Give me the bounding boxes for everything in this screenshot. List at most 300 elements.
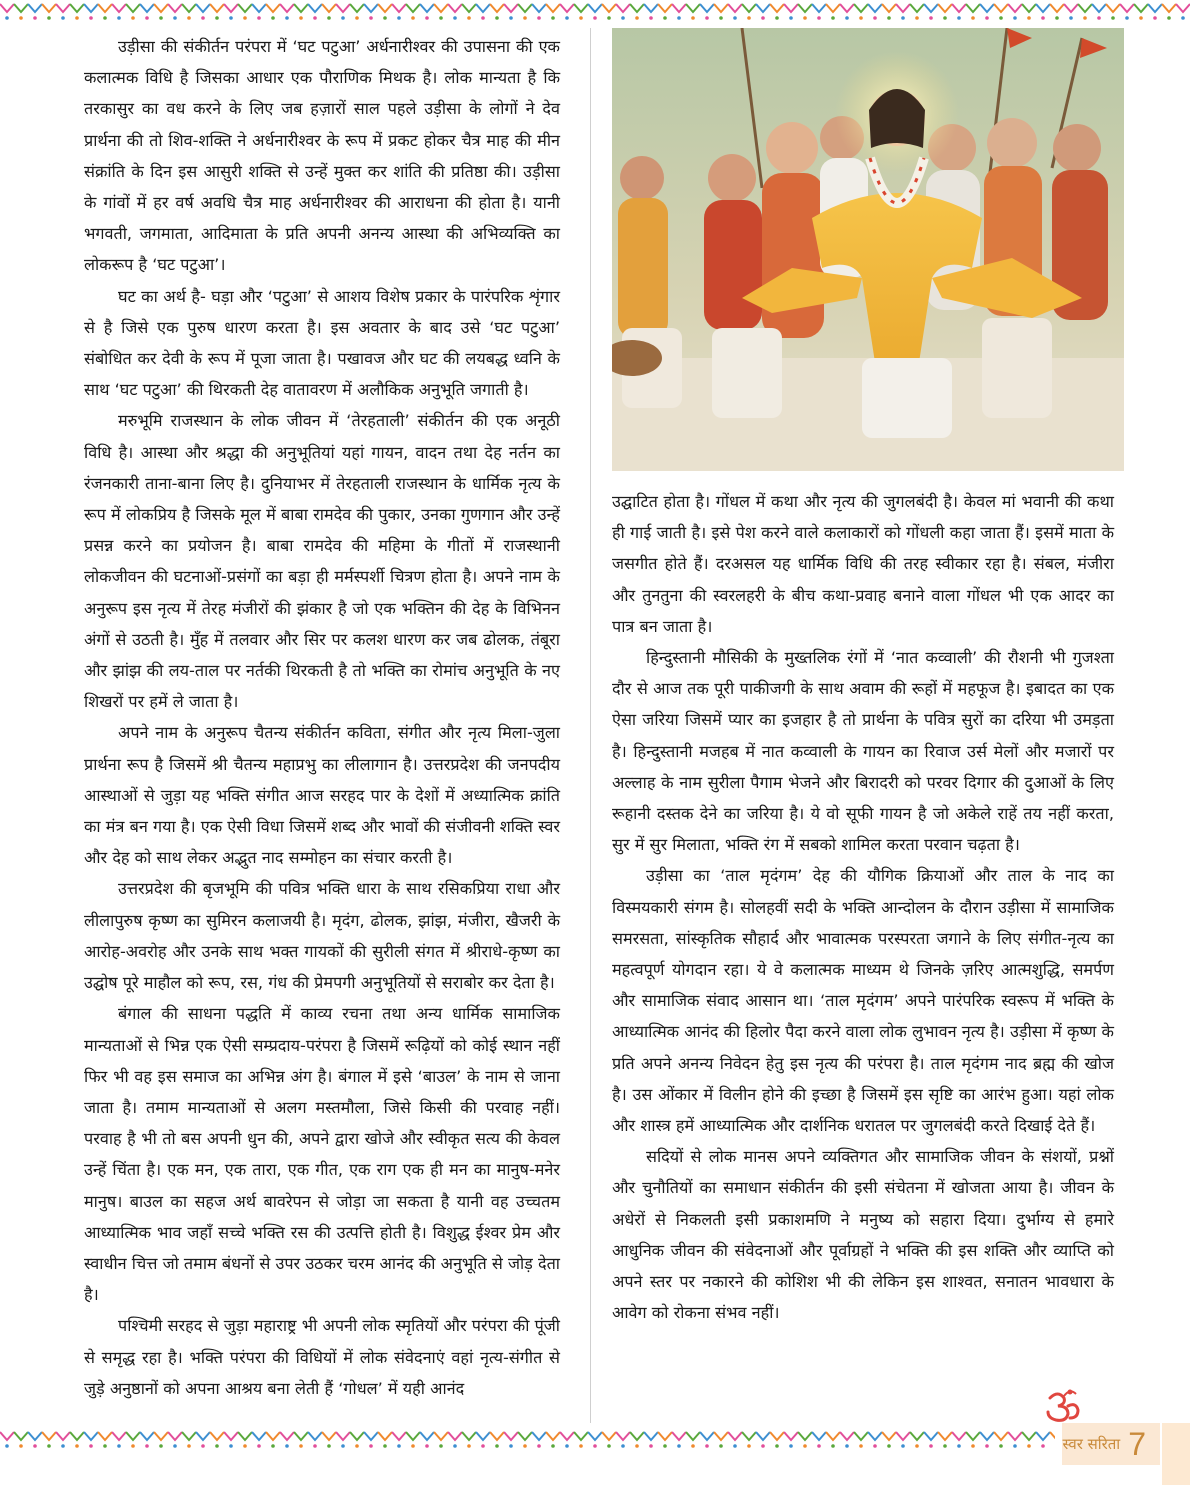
border-zigzag: [644, 1432, 658, 1440]
border-dot: [495, 16, 499, 20]
border-zigzag: [756, 1432, 770, 1440]
border-dot: [411, 1444, 415, 1448]
border-dot: [985, 1444, 989, 1448]
border-dot: [187, 16, 191, 20]
border-zigzag: [238, 1432, 252, 1440]
border-dot: [1111, 16, 1115, 20]
paragraph-chaitanya-sankirtan: अपने नाम के अनुरूप चैतन्य संकीर्तन कविता, संगीत और नृत्य मिला-जुला प्रार्थना रूप है जिसमें श्री चैतन्य महाप्रभु का लीलागान है। उत्तरप्रदेश की जनपदीय आस्थाओं से जुड़ा यह भक्ति संगीत आज सरहद पार के देशों में अध्यात्मिक क्रांति का मंत्र बन गया है। एक ऐसी विधा जिसमें शब्द और भावों की संजीवनी शक्ति स्वर और देह को साथ लेकर अद्भुत नाद सम्मोहन का संचार करती है।: [84, 723, 560, 868]
border-dot: [747, 1444, 751, 1448]
border-dot: [901, 16, 905, 20]
border-zigzag: [210, 4, 224, 12]
border-dot: [341, 1444, 345, 1448]
paragraph-gondhal: उद्घाटित होता है। गोंधल में कथा और नृत्य की जुगलबंदी है। केवल मां भवानी की कथा ही गाई जाती है। इसे पेश करने वाले कलाकारों को गोंधली कहा जाता हैं। इसमें माता के जसगीत होते हैं। दरअसल यह धार्मिक विधि की तरह स्वीकार रहा है। संबल, मंजीरा और तुनतुना की स्वरलहरी के बीच कथा-प्रवाह बनाने वाला गोंधल भी एक आदर का पात्र बन जाता है।: [612, 492, 1114, 636]
border-zigzag: [826, 4, 840, 12]
border-zigzag: [1134, 4, 1148, 12]
border-zigzag: [812, 1432, 826, 1440]
border-dot: [215, 1444, 219, 1448]
border-zigzag: [84, 1432, 98, 1440]
decorative-border-bottom: [0, 1428, 1055, 1452]
border-dot: [173, 16, 177, 20]
border-dot: [551, 1444, 555, 1448]
paragraph-maharashtra: पश्चिमी सरहद से जुड़ा महाराष्ट्र भी अपनी लोक स्मृतियों और परंपरा की पूंजी से समृद्ध रहा है। भक्ति परंपरा की विधियों में लोक संवेदनाएं वहां नृत्य-संगीत से जुड़े अनुष्ठानों को अपना आश्रय बना लेती हैं ‘गोधल’ में यही आनंद: [84, 1316, 560, 1398]
border-dot: [383, 1444, 387, 1448]
border-dot: [453, 1444, 457, 1448]
border-dot: [1041, 16, 1045, 20]
border-dot: [495, 1444, 499, 1448]
border-zigzag: [812, 4, 826, 12]
border-dot: [789, 16, 793, 20]
paragraph-terahtali: मरुभूमि राजस्थान के लोक जीवन में ‘तेरहताली’ संकीर्तन की एक अनूठी विधि है। आस्था और श्रद्धा की अनुभूतियां यहां गायन, वादन तथा देह नर्तन का रंजनकारी ताना-बाना लिए है। दुनियाभर में तेरहताली राजस्थान के धार्मिक नृत्य के रूप में लोकप्रिय है जिसके मूल में बाबा रामदेव की पुकार, उनका गुणगान और उन्हें प्रसन्न करने का प्रयोजन है। बाबा रामदेव की महिमा के गीतों में राजस्थानी लोकजीवन की घटनाओं-प्रसंगों का बड़ा ही मर्मस्पर्शी चित्रण होता है। अपने नाम के अनुरूप इस नृत्य में तेरह मंजीरों की झंकार है जो एक भक्तिन की देह के विभिनन अंगों से उठती है। मुँह में तलवार और सिर पर कलश धारण कर जब ढोलक, तंबूरा और झांझ की लय-ताल पर नर्तकी थिरकती है तो भक्ति का रोमांच अनुभूति के नए शिखरों पर हमें ले जाता है।: [84, 411, 560, 712]
border-zigzag: [686, 4, 700, 12]
border-dot: [173, 1444, 177, 1448]
border-zigzag: [1008, 1432, 1022, 1440]
border-zigzag: [406, 1432, 420, 1440]
border-zigzag: [350, 1432, 364, 1440]
border-zigzag: [1050, 4, 1064, 12]
border-dot: [1097, 16, 1101, 20]
border-dot: [313, 1444, 317, 1448]
border-dot: [719, 1444, 723, 1448]
border-dot: [1027, 16, 1031, 20]
border-dot: [929, 16, 933, 20]
border-zigzag: [238, 4, 252, 12]
border-dot: [19, 16, 23, 20]
om-symbol-icon: [1040, 1384, 1084, 1428]
border-dot: [859, 1444, 863, 1448]
border-dot: [943, 1444, 947, 1448]
border-zigzag: [1036, 1432, 1050, 1440]
border-zigzag: [1008, 4, 1022, 12]
border-zigzag: [434, 4, 448, 12]
border-dot: [663, 16, 667, 20]
border-zigzag: [910, 1432, 924, 1440]
border-zigzag: [336, 4, 350, 12]
border-zigzag: [126, 4, 140, 12]
border-zigzag: [196, 4, 210, 12]
border-dot: [579, 1444, 583, 1448]
border-dot: [47, 1444, 51, 1448]
border-dot: [75, 16, 79, 20]
border-zigzag: [1120, 4, 1134, 12]
border-zigzag: [840, 4, 854, 12]
border-zigzag: [770, 1432, 784, 1440]
border-dot: [201, 1444, 205, 1448]
border-zigzag: [966, 1432, 980, 1440]
border-dot: [845, 16, 849, 20]
border-dot: [159, 1444, 163, 1448]
border-zigzag: [504, 1432, 518, 1440]
border-zigzag: [1106, 4, 1120, 12]
border-dot: [425, 1444, 429, 1448]
border-dot: [285, 16, 289, 20]
border-dot: [1069, 16, 1073, 20]
border-dot: [761, 1444, 765, 1448]
border-dot: [187, 1444, 191, 1448]
border-dot: [691, 16, 695, 20]
border-zigzag: [28, 1432, 42, 1440]
border-zigzag: [546, 1432, 560, 1440]
border-zigzag: [280, 1432, 294, 1440]
border-dot: [229, 16, 233, 20]
border-zigzag: [1036, 4, 1050, 12]
border-dot: [915, 1444, 919, 1448]
border-dot: [5, 16, 9, 20]
border-dot: [257, 16, 261, 20]
border-zigzag: [994, 1432, 1008, 1440]
border-dot: [201, 16, 205, 20]
border-zigzag: [476, 4, 490, 12]
border-zigzag: [112, 1432, 126, 1440]
border-dot: [117, 1444, 121, 1448]
border-dot: [1125, 16, 1129, 20]
border-dot: [1083, 16, 1087, 20]
border-dot: [285, 1444, 289, 1448]
border-dot: [19, 1444, 23, 1448]
border-dot: [957, 16, 961, 20]
border-zigzag: [616, 4, 630, 12]
border-dot: [999, 1444, 1003, 1448]
magazine-name: स्वर सरिता: [1062, 1435, 1121, 1453]
border-dot: [859, 16, 863, 20]
border-dot: [369, 1444, 373, 1448]
right-column: [612, 486, 1114, 1328]
border-zigzag: [406, 4, 420, 12]
border-zigzag: [252, 1432, 266, 1440]
border-dot: [831, 16, 835, 20]
border-zigzag: [882, 1432, 896, 1440]
border-dot: [845, 1444, 849, 1448]
border-zigzag: [840, 1432, 854, 1440]
border-dot: [271, 1444, 275, 1448]
border-dot: [705, 16, 709, 20]
border-dot: [593, 1444, 597, 1448]
border-zigzag: [182, 1432, 196, 1440]
border-zigzag: [1022, 1432, 1036, 1440]
border-dot: [565, 1444, 569, 1448]
border-zigzag: [462, 1432, 476, 1440]
border-dot: [971, 1444, 975, 1448]
border-dot: [621, 16, 625, 20]
border-zigzag: [182, 4, 196, 12]
border-dot: [47, 16, 51, 20]
border-zigzag: [476, 1432, 490, 1440]
border-zigzag: [1064, 4, 1078, 12]
border-dot: [229, 1444, 233, 1448]
border-dot: [677, 1444, 681, 1448]
border-zigzag: [322, 4, 336, 12]
border-dot: [131, 16, 135, 20]
border-zigzag: [784, 1432, 798, 1440]
border-dot: [1139, 16, 1143, 20]
border-dot: [509, 16, 513, 20]
border-zigzag: [574, 1432, 588, 1440]
border-zigzag: [602, 4, 616, 12]
border-zigzag: [308, 1432, 322, 1440]
border-zigzag: [28, 4, 42, 12]
border-dot: [677, 16, 681, 20]
border-zigzag: [924, 4, 938, 12]
border-zigzag: [0, 1432, 14, 1440]
border-dot: [635, 1444, 639, 1448]
border-zigzag: [896, 4, 910, 12]
border-dot: [943, 16, 947, 20]
border-dot: [705, 1444, 709, 1448]
border-zigzag: [518, 1432, 532, 1440]
border-zigzag: [868, 1432, 882, 1440]
border-dot: [873, 1444, 877, 1448]
border-zigzag: [448, 4, 462, 12]
border-zigzag: [980, 4, 994, 12]
border-dot: [5, 1444, 9, 1448]
border-dot: [159, 16, 163, 20]
border-dot: [481, 1444, 485, 1448]
border-dot: [733, 1444, 737, 1448]
border-zigzag: [686, 1432, 700, 1440]
border-dot: [523, 1444, 527, 1448]
border-zigzag: [980, 1432, 994, 1440]
border-zigzag: [952, 4, 966, 12]
border-zigzag: [224, 4, 238, 12]
border-dot: [873, 16, 877, 20]
border-zigzag: [266, 4, 280, 12]
border-dot: [89, 1444, 93, 1448]
footer-strip: [1162, 1423, 1190, 1485]
border-dot: [61, 16, 65, 20]
border-zigzag: [140, 1432, 154, 1440]
border-zigzag: [532, 1432, 546, 1440]
border-dot: [537, 16, 541, 20]
border-zigzag: [42, 1432, 56, 1440]
border-dot: [523, 16, 527, 20]
border-zigzag: [714, 1432, 728, 1440]
border-zigzag: [826, 1432, 840, 1440]
page-footer: [1062, 1423, 1160, 1465]
border-zigzag: [56, 1432, 70, 1440]
border-zigzag: [658, 4, 672, 12]
border-zigzag: [1050, 1432, 1055, 1440]
border-zigzag: [798, 1432, 812, 1440]
border-dot: [915, 16, 919, 20]
border-zigzag: [784, 4, 798, 12]
border-dot: [887, 1444, 891, 1448]
border-dot: [355, 16, 359, 20]
border-zigzag: [280, 4, 294, 12]
border-dot: [313, 16, 317, 20]
border-zigzag: [798, 4, 812, 12]
border-dot: [453, 16, 457, 20]
border-dot: [215, 16, 219, 20]
border-zigzag: [420, 4, 434, 12]
border-dot: [1181, 16, 1185, 20]
column-divider: [590, 28, 591, 1423]
paragraph-ghat-meaning: घट का अर्थ है- घड़ा और ‘पटुआ’ से आशय विशेष प्रकार के पारंपरिक शृंगार से है जिसे एक पुरुष धारण करता है। इस अवतार के बाद उसे ‘घट पटुआ’ संबोधित कर देवी के रूप में पूजा जाता है। पखावज और घट की लयबद्ध ध्वनि के साथ ‘घट पटुआ’ की थिरकती देह वातावरण में अलौकिक अनुभूति जगाती है।: [84, 286, 560, 400]
border-zigzag: [42, 4, 56, 12]
border-zigzag: [420, 1432, 434, 1440]
border-zigzag: [546, 4, 560, 12]
border-dot: [551, 16, 555, 20]
border-dot: [831, 1444, 835, 1448]
border-dot: [607, 1444, 611, 1448]
left-column: [84, 31, 560, 1404]
border-zigzag: [644, 4, 658, 12]
border-zigzag: [56, 4, 70, 12]
border-dot: [649, 1444, 653, 1448]
border-dot: [145, 1444, 149, 1448]
decorative-border-top: [0, 0, 1190, 24]
border-zigzag: [1092, 4, 1106, 12]
border-dot: [1027, 1444, 1031, 1448]
border-zigzag: [336, 1432, 350, 1440]
border-dot: [663, 1444, 667, 1448]
border-dot: [593, 16, 597, 20]
border-zigzag: [630, 4, 644, 12]
border-zigzag: [700, 1432, 714, 1440]
border-dot: [33, 16, 37, 20]
border-dot: [103, 16, 107, 20]
border-zigzag: [896, 1432, 910, 1440]
border-dot: [635, 16, 639, 20]
border-zigzag: [98, 1432, 112, 1440]
border-zigzag: [308, 4, 322, 12]
border-dot: [131, 1444, 135, 1448]
border-zigzag: [1176, 4, 1190, 12]
border-dot: [89, 16, 93, 20]
border-dot: [789, 1444, 793, 1448]
border-dot: [383, 16, 387, 20]
border-zigzag: [742, 4, 756, 12]
border-dot: [1013, 16, 1017, 20]
border-zigzag: [868, 4, 882, 12]
border-zigzag: [700, 4, 714, 12]
border-zigzag: [462, 4, 476, 12]
border-zigzag: [364, 1432, 378, 1440]
border-dot: [481, 16, 485, 20]
border-zigzag: [504, 4, 518, 12]
border-zigzag: [0, 4, 14, 12]
border-zigzag: [154, 4, 168, 12]
border-dot: [327, 1444, 331, 1448]
paragraph-taal-mridangam: उड़ीसा का ‘ताल मृदंगम’ देह की यौगिक क्रियाओं और ताल के नाद का विस्मयकारी संगम है। सोलहवीं सदी के भक्ति आन्दोलन के दौरान उड़ीसा में सामाजिक समरसता, सांस्कृतिक सौहार्द और भावात्मक परस्परता जगाने के लिए संगीत-नृत्य का महत्वपूर्ण योगदान रहा। ये वे कलात्मक माध्यम थे जिनके ज़रिए आत्मशुद्धि, समर्पण और सामाजिक संवाद आसान था। ‘ताल मृदंगम’ अपने पारंपरिक स्वरूप में भक्ति के आध्यात्मिक आनंद की हिलोर पैदा करने वाला लोक लुभावन नृत्य है। उड़ीसा में कृष्ण के प्रति अपने अनन्य निवेदन हेतु इस नृत्य की परंपरा है। ताल मृदंगम नाद ब्रह्म की खोज है। उस ओंकार में विलीन होने की इच्छा है जिसमें इस सृष्टि का आरंभ हुआ। यहां लोक और शास्त्र हमें आध्यात्मिक और दार्शनिक धरातल पर जुगलबंदी करते दिखाई देते हैं।: [612, 866, 1114, 1136]
border-zigzag: [1022, 4, 1036, 12]
border-dot: [985, 16, 989, 20]
border-zigzag: [770, 4, 784, 12]
border-dot: [439, 1444, 443, 1448]
border-zigzag: [952, 1432, 966, 1440]
border-dot: [621, 1444, 625, 1448]
border-dot: [145, 16, 149, 20]
border-zigzag: [392, 1432, 406, 1440]
border-zigzag: [448, 1432, 462, 1440]
border-zigzag: [434, 1432, 448, 1440]
border-dot: [761, 16, 765, 20]
border-zigzag: [294, 4, 308, 12]
border-dot: [327, 16, 331, 20]
border-dot: [243, 16, 247, 20]
border-dot: [649, 16, 653, 20]
border-dot: [803, 1444, 807, 1448]
border-dot: [733, 16, 737, 20]
border-zigzag: [14, 1432, 28, 1440]
border-dot: [75, 1444, 79, 1448]
border-zigzag: [1078, 4, 1092, 12]
border-dot: [803, 16, 807, 20]
border-dot: [1041, 1444, 1045, 1448]
border-zigzag: [1148, 4, 1162, 12]
border-zigzag: [742, 1432, 756, 1440]
border-dot: [271, 16, 275, 20]
border-dot: [1055, 16, 1059, 20]
border-zigzag: [532, 4, 546, 12]
border-zigzag: [210, 1432, 224, 1440]
border-dot: [537, 1444, 541, 1448]
border-zigzag: [70, 4, 84, 12]
border-zigzag: [126, 1432, 140, 1440]
border-zigzag: [168, 4, 182, 12]
border-dot: [467, 16, 471, 20]
border-dot: [243, 1444, 247, 1448]
border-dot: [929, 1444, 933, 1448]
paragraph-conclusion: सदियों से लोक मानस अपने व्यक्तिगत और सामाजिक जीवन के संशयों, प्रश्नों और चुनौतियों का समाधान संकीर्तन की इसी संचेतना में खोजता आया है। जीवन के अधेरों से निकलती इसी प्रकाशमणि ने मनुष्य को सहारा दिया। दुर्भाग्य से हमारे आधुनिक जीवन की संवेदनाओं और पूर्वाग्रहों ने भक्ति की इस शक्ति और व्याप्ति को अपने स्तर पर नकारने की कोशिश भी की लेकिन इस शाश्वत, सनातन भावधारा के आवेग को रोकना संभव नहीं।: [612, 1147, 1114, 1323]
border-dot: [719, 16, 723, 20]
border-zigzag: [854, 1432, 868, 1440]
border-zigzag: [84, 4, 98, 12]
border-zigzag: [560, 4, 574, 12]
border-zigzag: [518, 4, 532, 12]
border-zigzag: [98, 4, 112, 12]
border-dot: [775, 16, 779, 20]
border-zigzag: [728, 4, 742, 12]
border-dot: [775, 1444, 779, 1448]
border-dot: [467, 1444, 471, 1448]
border-dot: [691, 1444, 695, 1448]
border-zigzag: [882, 4, 896, 12]
border-zigzag: [252, 4, 266, 12]
border-zigzag: [294, 1432, 308, 1440]
border-zigzag: [364, 4, 378, 12]
border-zigzag: [658, 1432, 672, 1440]
border-dot: [341, 16, 345, 20]
border-zigzag: [672, 4, 686, 12]
border-dot: [299, 1444, 303, 1448]
border-zigzag: [224, 1432, 238, 1440]
border-dot: [971, 16, 975, 20]
border-dot: [957, 1444, 961, 1448]
border-zigzag: [392, 4, 406, 12]
paragraph-naat-qawwali: हिन्दुस्तानी मौसिकी के मुख्तलिक रंगों में ‘नात कव्वाली’ की रौशनी भी गुजश्ता दौर से आज तक पूरी पाकीजगी के साथ अवाम की रूहों में महफूज है। इबादत का एक ऐसा जरिया जिसमें प्यार का इजहार है तो प्रार्थना के पवित्र सुरों का दरिया भी उमड़ता है। हिन्दुस्तानी मजहब में नात कव्वाली के गायन का रिवाज उर्स मेलों और मजारों पर अल्लाह के नाम सुरीला पैगाम भेजने और बिरादरी को परवर दिगार की दुआओं के लिए रूहानी दस्तक देने का जरिया है। ये वो सूफी गायन है जो अकेले राहें तय नहीं करता, सुर में सुर मिलाता, भक्ति रंग में सबको शामिल करता परवान चढ़ता है।: [612, 648, 1114, 855]
border-zigzag: [378, 4, 392, 12]
border-dot: [579, 16, 583, 20]
border-dot: [397, 16, 401, 20]
border-zigzag: [196, 1432, 210, 1440]
paragraph-ghat-patua: उड़ीसा की संकीर्तन परंपरा में ‘घट पटुआ’ अर्धनारीश्वर की उपासना की एक कलात्मक विधि है जिसका आधार एक पौराणिक मिथक है। लोक मान्यता है कि तरकासुर का वध करने के लिए जब हज़ारों साल पहले उड़ीसा के लोगों ने देव प्रार्थना की तो शिव-शक्ति ने अर्धनारीश्वर के रूप में प्रकट होकर चैत्र माह की मीन संक्रांति के दिन इस आसुरी शक्ति से उन्हें मुक्त कर शांति की प्रतिष्ठा की। उड़ीसा के गांवों में हर वर्ष अवधि चैत्र माह अर्धनारीश्वर की आराधना की होता है। यानी भगवती, जगमाता, आदिमाता के प्रति अपनी अनन्य आस्था की अभिव्यक्ति का लोकरूप है ‘घट पटुआ’।: [84, 37, 560, 275]
border-zigzag: [616, 1432, 630, 1440]
border-dot: [901, 1444, 905, 1448]
border-zigzag: [490, 4, 504, 12]
border-zigzag: [350, 4, 364, 12]
border-zigzag: [112, 4, 126, 12]
border-dot: [817, 16, 821, 20]
border-zigzag: [938, 4, 952, 12]
border-dot: [1013, 1444, 1017, 1448]
border-dot: [397, 1444, 401, 1448]
border-zigzag: [154, 1432, 168, 1440]
page-number: 7: [1128, 1426, 1146, 1462]
border-zigzag: [728, 1432, 742, 1440]
border-dot: [33, 1444, 37, 1448]
border-dot: [607, 16, 611, 20]
border-dot: [565, 16, 569, 20]
border-dot: [299, 16, 303, 20]
